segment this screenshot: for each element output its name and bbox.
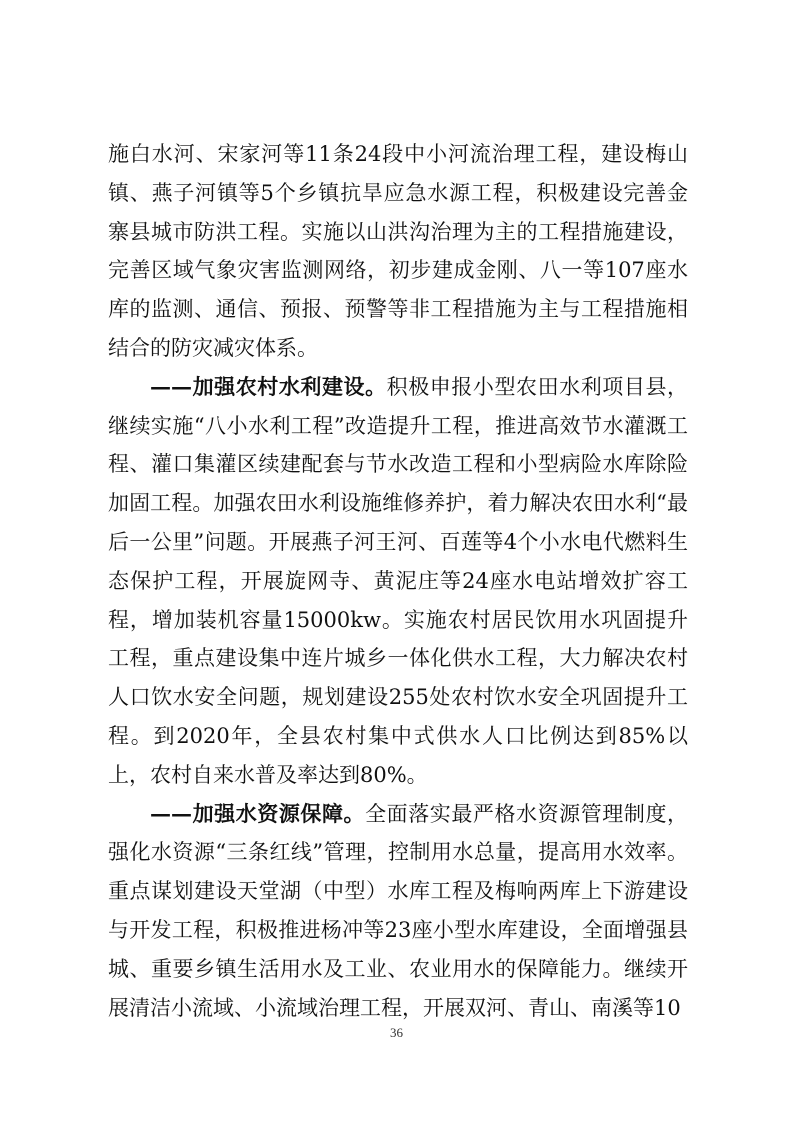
paragraph-water-resources	[108, 795, 688, 1028]
paragraph-text: 施白水河、宋家河等11条24段中小河流治理工程，建设梅山镇、燕子河镇等5个乡镇抗旱应急水源工程，积极建设完善金寨县城市防洪工程。实施以山洪沟治理为主的工程措施建设，完善区域气象灾害监测网络，初步建成金刚、八一等107座水库的监测、通信、预报、预警等非工程措施为主与工程措施相结合的防灾减灾体系。	[108, 142, 688, 360]
paragraph-text: 全面落实最严格水资源管理制度，强化水资源“三条红线”管理，控制用水总量，提高用水效率。重点谋划建设天堂湖（中型）水库工程及梅响两库上下游建设与开发工程，积极推进杨冲等23座小型水库建设，全面增强县城、重要乡镇生活用水及工业、农业用水的保障能力。继续开展清洁小流域、小流域治理工程，开展双河、青山、南溪等10	[108, 801, 689, 1020]
paragraph-text: 积极申报小型农田水利项目县，继续实施“八小水利工程”改造提升工程，推进高效节水灌溉工程、灌口集灌区续建配套与节水改造工程和小型病险水库除险加固工程。加强农田水利设施维修养护，着力解决农田水利“最后一公里”问题。开展燕子河王河、百莲等4个小水电代燃料生态保护工程，开展旋网寺、黄泥庄等24座水电站增效扩容工程，增加装机容量15000kw。实施农村居民饮用水巩固提升工程，重点建设集中连片城乡一体化供水工程，大力解决农村人口饮水安全问题，规划建设255处农村饮水安全巩固提升工程。到2020年，全县农村集中式供水人口比例达到85%以上，农村自来水普及率达到80%。	[108, 374, 689, 787]
section-heading-water-resources: ——加强水资源保障。	[150, 800, 366, 826]
body-text	[108, 135, 688, 1027]
paragraph-flood-control	[108, 135, 688, 368]
section-heading-rural-water: ——加强农村水利建设。	[150, 373, 387, 399]
paragraph-rural-water	[108, 368, 688, 795]
page-number: 36	[390, 1025, 403, 1040]
